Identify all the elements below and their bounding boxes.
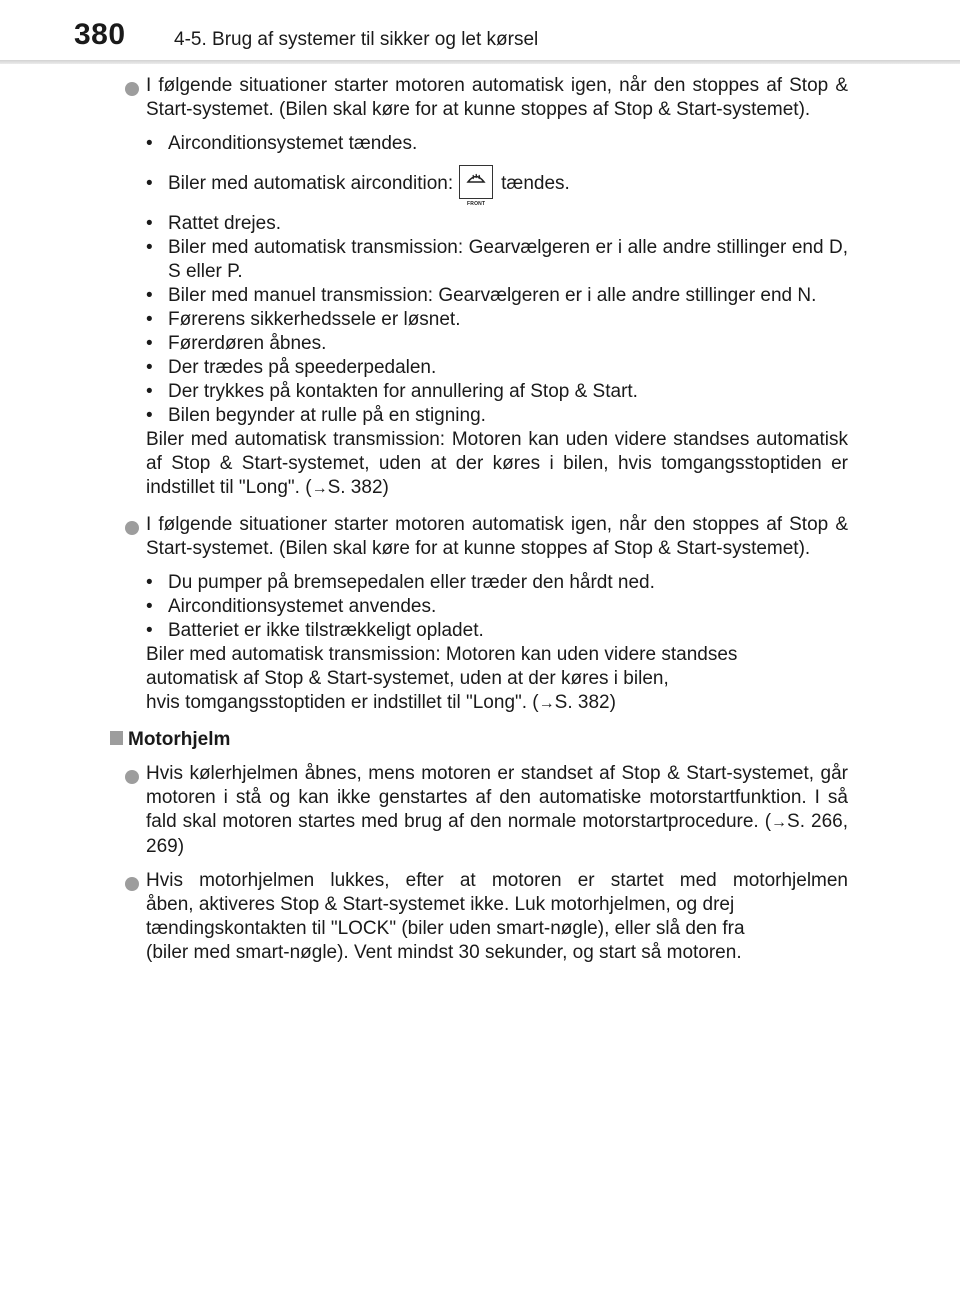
motorhjelm-para-1: Hvis kølerhjelmen åbnes, mens motoren er standset af Stop & Start-systemet, går motoren i stå og kan ikke genstartes af den automatiske motorstartfunktion. I så fald skal motoren startes med brug af den normale motorstartprocedure. (→S. 266, 269) — [108, 762, 848, 859]
bullet-dot-icon — [125, 521, 139, 535]
list-item: • Førerdøren åbnes. — [146, 333, 327, 354]
motorhjelm-heading: Motorhjelm — [108, 728, 848, 752]
page-content — [108, 70, 848, 965]
arrow-right-icon: → — [538, 695, 555, 712]
list-item: • Airconditionsystemet anvendes. — [146, 596, 437, 617]
bullet-dot-icon — [125, 770, 139, 784]
list-item: • Der trykkes på kontakten for annullering af Stop & Start. — [146, 381, 638, 402]
arrow-right-icon: → — [311, 480, 328, 497]
list-item: • Airconditionsystemet tændes. — [146, 133, 418, 154]
front-defroster-button-icon: FRONT — [459, 165, 493, 199]
section-square-icon — [110, 731, 123, 745]
list-item: • Biler med manuel transmission: Gearvælgeren er i alle andre stillinger end N. — [146, 285, 817, 306]
list-item: • Biler med automatisk aircondition: FRONT tændes. — [146, 166, 848, 202]
list-item: • Førerens sikkerhedssele er løsnet. — [146, 309, 461, 330]
block2-list — [146, 571, 848, 643]
page-number: 380 — [74, 18, 126, 51]
header-rule — [0, 60, 960, 64]
list-item: • Bilen begynder at rulle på en stigning. — [146, 405, 486, 426]
bullet-dot-icon — [125, 877, 139, 891]
list-item: • Batteriet er ikke tilstrækkeligt opladet. — [146, 620, 484, 641]
block1-intro: I følgende situationer starter motoren automatisk igen, når den stoppes af Stop & Start-systemet. (Bilen skal køre for at kunne stoppes af Stop & Start-systemet). — [146, 75, 848, 120]
list-item: • Rattet drejes. — [146, 213, 281, 234]
restart-conditions-block-2 — [108, 513, 848, 716]
block2-note: Biler med automatisk transmission: Motoren kan uden videre standses automatisk af Stop & Start-systemet, uden at der køres i bilen, hvis tomgangsstoptiden er indstillet til "Long". (→S. 382) — [146, 644, 738, 713]
section-title: 4-5. Brug af systemer til sikker og let kørsel — [174, 29, 539, 50]
list-item: • Biler med automatisk transmission: Gearvælgeren er i alle andre stillinger end D, S eller P. — [146, 237, 848, 282]
motorhjelm-para-2: Hvis motorhjelmen lukkes, efter at motoren er startet med motorhjelmen åben, aktiveres Stop & Start-systemet ikke. Luk motorhjelmen, og drej tændingskontakten til "LOCK" (biler uden smart-nøgle), eller slå den fra (biler med smart-nøgle). Vent mindst 30 sekunder, og start så motoren. — [108, 869, 848, 965]
page-header — [0, 0, 960, 64]
list-item: • Du pumper på bremsepedalen eller træder den hårdt ned. — [146, 572, 655, 593]
restart-conditions-block-1 — [108, 74, 848, 501]
bullet-dot-icon — [125, 82, 139, 96]
block1-list — [146, 132, 848, 428]
list-item: • Der trædes på speederpedalen. — [146, 357, 437, 378]
block2-intro: I følgende situationer starter motoren automatisk igen, når den stoppes af Stop & Start-systemet. (Bilen skal køre for at kunne stoppes af Stop & Start-systemet). — [146, 514, 848, 559]
block1-note: Biler med automatisk transmission: Motoren kan uden videre standses automatisk af Stop & Start-systemet, uden at der køres i bilen, hvis tomgangsstoptiden er indstillet til "Long". (→S. 382) — [146, 429, 848, 498]
arrow-right-icon: → — [771, 814, 788, 831]
